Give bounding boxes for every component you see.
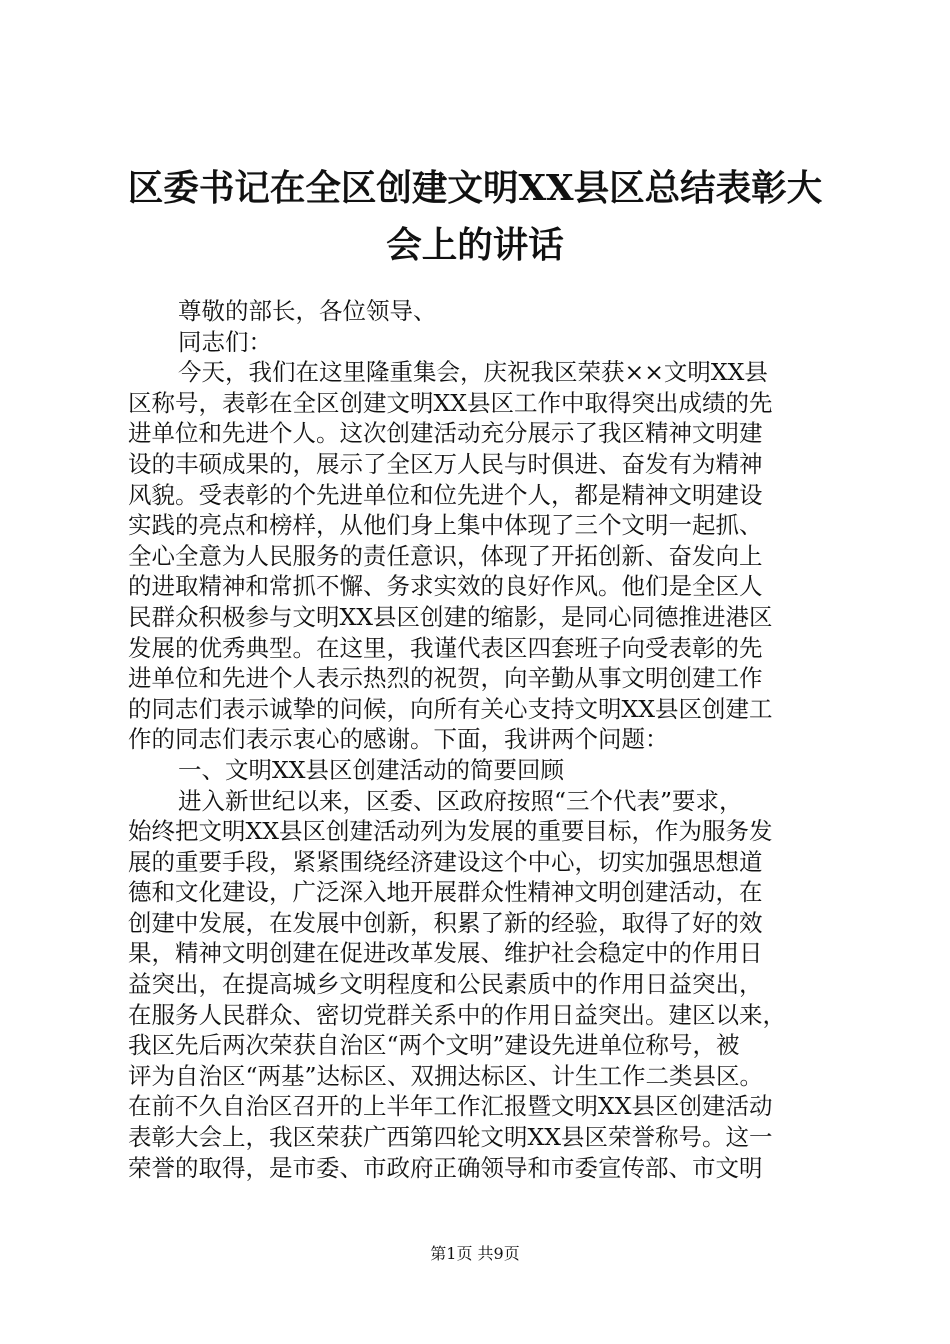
body-line: 进单位和先进个人表示热烈的祝贺，向辛勤从事文明创建工作 <box>128 664 763 693</box>
body-line: 全心全意为人民服务的责任意识，体现了开拓创新、奋发向上 <box>128 541 763 570</box>
body-line: 发展的优秀典型。在这里，我谨代表区四套班子向受表彰的先 <box>128 633 763 662</box>
body-line: 我区先后两次荣获自治区“两个文明”建设先进单位称号，被 <box>128 1031 740 1060</box>
body-line: 民群众积极参与文明XX县区创建的缩影，是同心同德推进港区 <box>128 602 773 631</box>
body-line: 进入新世纪以来，区委、区政府按照“三个代表”要求， <box>178 786 743 815</box>
body-line: 始终把文明XX县区创建活动列为发展的重要目标，作为服务发 <box>128 817 773 846</box>
body-line: 进单位和先进个人。这次创建活动充分展示了我区精神文明建 <box>128 419 763 448</box>
body-line: 荣誉的取得，是市委、市政府正确领导和市委宣传部、市文明 <box>128 1153 763 1182</box>
document-title <box>100 160 850 274</box>
body-line: 实践的亮点和榜样，从他们身上集中体现了三个文明一起抓、 <box>128 511 763 540</box>
body-line: 尊敬的部长，各位领导、 <box>178 297 437 325</box>
title-line-2: 会上的讲话 <box>386 225 564 266</box>
body-line: 一、文明XX县区创建活动的简要回顾 <box>178 755 564 784</box>
body-line: 的进取精神和常抓不懈、务求实效的良好作风。他们是全区人 <box>128 572 763 601</box>
body-line: 设的丰硕成果的，展示了全区万人民与时俱进、奋发有为精神 <box>128 449 763 478</box>
body-line: 同志们： <box>178 327 272 356</box>
body-line: 果，精神文明创建在促进改革发展、维护社会稳定中的作用日 <box>128 939 763 968</box>
document-body <box>128 296 828 1183</box>
body-line: 表彰大会上，我区荣获广西第四轮文明XX县区荣誉称号。这一 <box>128 1123 773 1152</box>
body-line: 区称号，表彰在全区创建文明XX县区工作中取得突出成绩的先 <box>128 388 773 417</box>
body-line: 益突出，在提高城乡文明程度和公民素质中的作用日益突出， <box>128 970 763 999</box>
body-line: 作的同志们表示衷心的感谢。下面，我讲两个问题： <box>128 725 669 754</box>
body-line: 德和文化建设，广泛深入地开展群众性精神文明创建活动，在 <box>128 878 763 907</box>
body-line: 的同志们表示诚挚的问候，向所有关心支持文明XX县区创建工 <box>128 694 773 723</box>
page-footer: 第1页 共9页 <box>430 1244 520 1263</box>
body-line: 风貌。受表彰的个先进单位和位先进个人，都是精神文明建设 <box>128 480 763 509</box>
body-line: 展的重要手段，紧紧围绕经济建设这个中心，切实加强思想道 <box>128 847 763 876</box>
body-line: 在服务人民群众、密切党群关系中的作用日益突出。建区以来， <box>128 1000 786 1029</box>
body-line: 评为自治区“两基”达标区、双拥达标区、计生工作二类县区。 <box>128 1061 764 1090</box>
body-line: 在前不久自治区召开的上半年工作汇报暨文明XX县区创建活动 <box>128 1092 773 1121</box>
body-line: 今天，我们在这里隆重集会，庆祝我区荣获××文明XX县 <box>178 358 768 387</box>
title-line-1: 区委书记在全区创建文明XX县区总结表彰大 <box>127 168 823 209</box>
body-line: 创建中发展，在发展中创新，积累了新的经验，取得了好的效 <box>128 908 763 937</box>
